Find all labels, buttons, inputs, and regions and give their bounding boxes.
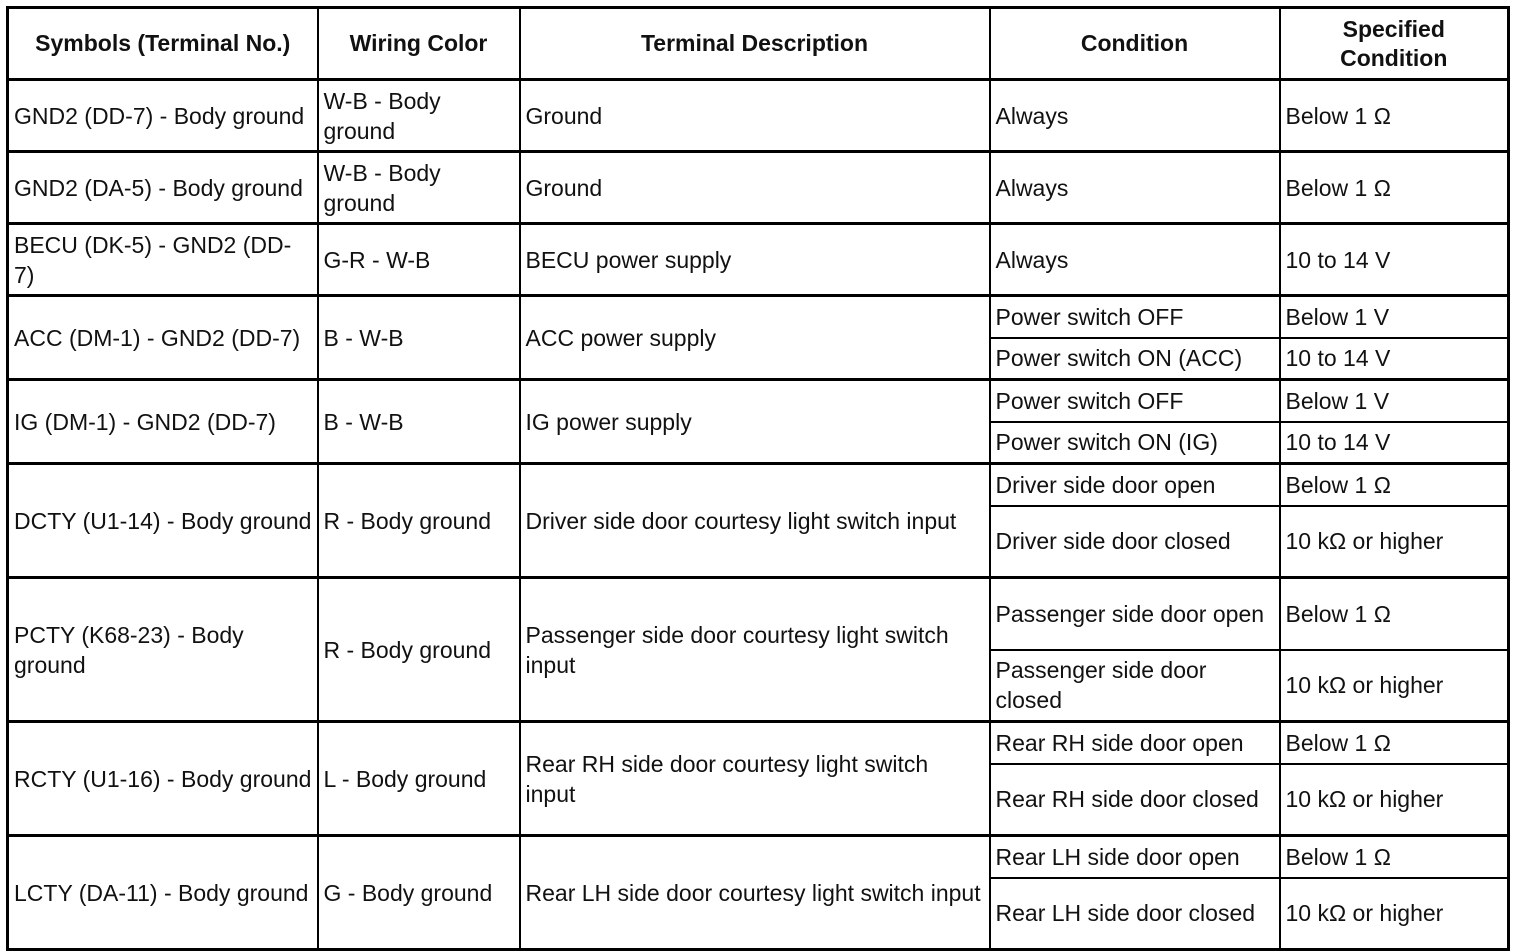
cell-symbols: LCTY (DA-11) - Body ground xyxy=(8,836,318,950)
cell-symbols: DCTY (U1-14) - Body ground xyxy=(8,464,318,578)
cell-specified-condition: Below 1 V xyxy=(1280,380,1509,422)
cell-specified-condition: 10 kΩ or higher xyxy=(1280,506,1509,578)
table-row xyxy=(8,722,1509,764)
cell-specified-condition: Below 1 Ω xyxy=(1280,722,1509,764)
header-specified-condition xyxy=(1280,8,1509,80)
header-wiring-color: Wiring Color xyxy=(318,8,520,80)
cell-symbols: GND2 (DA-5) - Body ground xyxy=(8,152,318,224)
cell-condition: Power switch ON (IG) xyxy=(990,422,1280,464)
table-row xyxy=(8,836,1509,878)
cell-terminal-description: Rear LH side door courtesy light switch input xyxy=(520,836,990,950)
cell-wiring-color: G - Body ground xyxy=(318,836,520,950)
cell-wiring-color: G-R - W-B xyxy=(318,224,520,296)
cell-wiring-color: R - Body ground xyxy=(318,464,520,578)
table-header xyxy=(8,8,1509,80)
cell-specified-condition: Below 1 V xyxy=(1280,296,1509,338)
cell-symbols: ACC (DM-1) - GND2 (DD-7) xyxy=(8,296,318,380)
header-row xyxy=(8,8,1509,80)
table-row xyxy=(8,380,1509,422)
cell-condition: Power switch ON (ACC) xyxy=(990,338,1280,380)
terminal-spec-sheet xyxy=(6,6,1510,951)
cell-condition: Driver side door open xyxy=(990,464,1280,506)
table-row xyxy=(8,152,1509,224)
header-specified-line1: Specified xyxy=(1342,15,1445,42)
table-row xyxy=(8,578,1509,650)
cell-terminal-description: Ground xyxy=(520,152,990,224)
terminal-spec-table xyxy=(6,6,1510,951)
table-row xyxy=(8,464,1509,506)
table-body xyxy=(8,80,1509,950)
cell-condition: Rear LH side door open xyxy=(990,836,1280,878)
table-row xyxy=(8,80,1509,152)
header-terminal-description: Terminal Description xyxy=(520,8,990,80)
cell-specified-condition: Below 1 Ω xyxy=(1280,836,1509,878)
header-specified-line2: Condition xyxy=(1340,44,1448,71)
cell-specified-condition: 10 to 14 V xyxy=(1280,224,1509,296)
cell-symbols: IG (DM-1) - GND2 (DD-7) xyxy=(8,380,318,464)
cell-wiring-color: W-B - Body ground xyxy=(318,152,520,224)
cell-condition: Passenger side door closed xyxy=(990,650,1280,722)
cell-condition: Rear LH side door closed xyxy=(990,878,1280,950)
cell-symbols: GND2 (DD-7) - Body ground xyxy=(8,80,318,152)
cell-specified-condition: 10 to 14 V xyxy=(1280,422,1509,464)
cell-wiring-color: R - Body ground xyxy=(318,578,520,722)
cell-condition: Passenger side door open xyxy=(990,578,1280,650)
cell-wiring-color: B - W-B xyxy=(318,296,520,380)
cell-condition: Always xyxy=(990,80,1280,152)
table-row xyxy=(8,224,1509,296)
cell-wiring-color: L - Body ground xyxy=(318,722,520,836)
header-symbols: Symbols (Terminal No.) xyxy=(8,8,318,80)
cell-specified-condition: Below 1 Ω xyxy=(1280,80,1509,152)
cell-specified-condition: Below 1 Ω xyxy=(1280,578,1509,650)
cell-condition: Always xyxy=(990,224,1280,296)
cell-terminal-description: Rear RH side door courtesy light switch input xyxy=(520,722,990,836)
header-condition: Condition xyxy=(990,8,1280,80)
cell-specified-condition: 10 kΩ or higher xyxy=(1280,878,1509,950)
cell-condition: Driver side door closed xyxy=(990,506,1280,578)
cell-terminal-description: IG power supply xyxy=(520,380,990,464)
cell-condition: Power switch OFF xyxy=(990,296,1280,338)
cell-condition: Rear RH side door closed xyxy=(990,764,1280,836)
cell-terminal-description: BECU power supply xyxy=(520,224,990,296)
cell-condition: Always xyxy=(990,152,1280,224)
cell-terminal-description: Ground xyxy=(520,80,990,152)
cell-wiring-color: W-B - Body ground xyxy=(318,80,520,152)
cell-condition: Rear RH side door open xyxy=(990,722,1280,764)
cell-symbols: PCTY (K68-23) - Body ground xyxy=(8,578,318,722)
cell-condition: Power switch OFF xyxy=(990,380,1280,422)
cell-symbols: BECU (DK-5) - GND2 (DD-7) xyxy=(8,224,318,296)
cell-specified-condition: Below 1 Ω xyxy=(1280,152,1509,224)
cell-terminal-description: Driver side door courtesy light switch input xyxy=(520,464,990,578)
cell-specified-condition: Below 1 Ω xyxy=(1280,464,1509,506)
cell-specified-condition: 10 to 14 V xyxy=(1280,338,1509,380)
cell-terminal-description: Passenger side door courtesy light switch input xyxy=(520,578,990,722)
table-row xyxy=(8,296,1509,338)
cell-symbols: RCTY (U1-16) - Body ground xyxy=(8,722,318,836)
cell-specified-condition: 10 kΩ or higher xyxy=(1280,764,1509,836)
cell-wiring-color: B - W-B xyxy=(318,380,520,464)
cell-terminal-description: ACC power supply xyxy=(520,296,990,380)
cell-specified-condition: 10 kΩ or higher xyxy=(1280,650,1509,722)
